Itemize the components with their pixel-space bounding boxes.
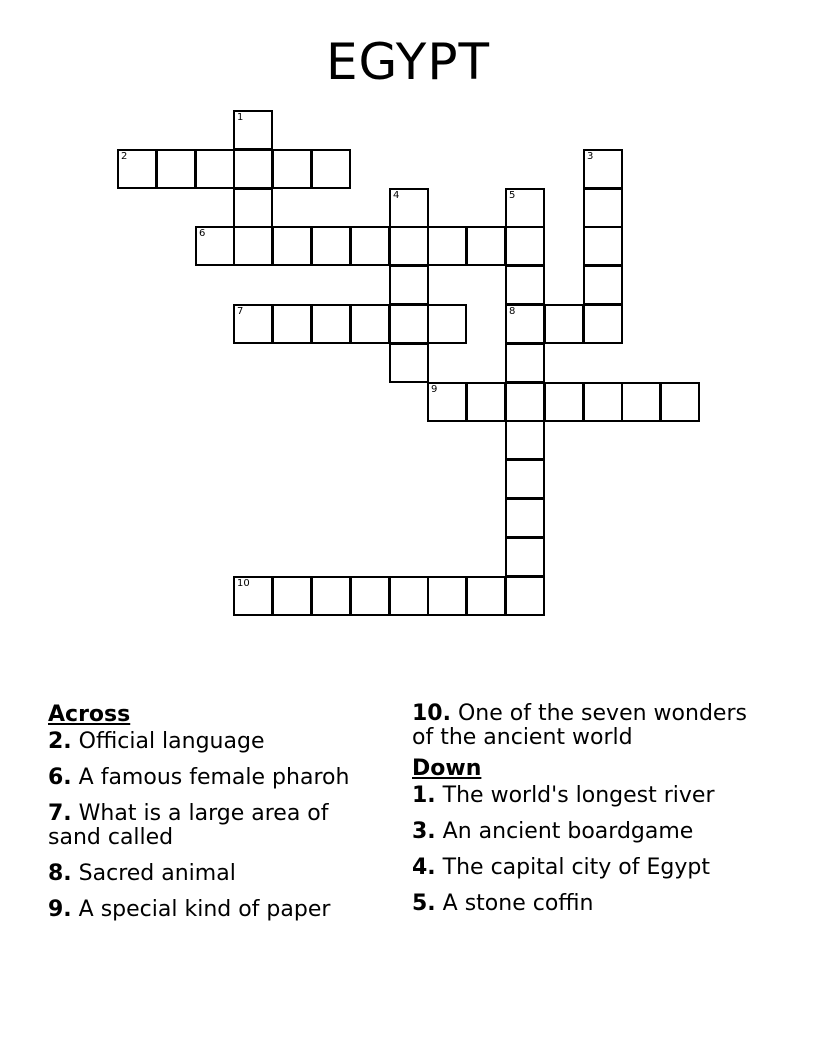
clue-number: 1: [237, 112, 244, 123]
clue-across-8: 8. Sacred animal: [48, 861, 236, 886]
grid-cell[interactable]: [621, 382, 661, 422]
grid-cell[interactable]: [583, 188, 623, 228]
grid-cell[interactable]: [505, 537, 545, 577]
grid-cell[interactable]: [466, 226, 506, 266]
grid-cell[interactable]: [156, 149, 196, 189]
grid-cell[interactable]: [233, 304, 273, 344]
grid-cell[interactable]: [233, 188, 273, 228]
grid-cell[interactable]: [389, 343, 429, 383]
across-heading: Across: [48, 702, 131, 727]
grid-cell[interactable]: [350, 304, 390, 344]
grid-cell[interactable]: [505, 265, 545, 305]
grid-cell[interactable]: [583, 304, 623, 344]
grid-cell[interactable]: [427, 226, 467, 266]
grid-cell[interactable]: [505, 226, 545, 266]
grid-cell[interactable]: [233, 110, 273, 150]
grid-cell[interactable]: [505, 459, 545, 499]
clue-number: 3: [587, 151, 594, 162]
clue-number: 6: [199, 228, 206, 239]
grid-cell[interactable]: [389, 304, 429, 344]
grid-cell[interactable]: [583, 382, 623, 422]
grid-cell[interactable]: [505, 420, 545, 460]
grid-cell[interactable]: [544, 304, 584, 344]
grid-cell[interactable]: [272, 576, 312, 616]
grid-cell[interactable]: [311, 304, 351, 344]
grid-cell[interactable]: [544, 382, 584, 422]
grid-cell[interactable]: [427, 304, 467, 344]
clue-down-5: 5. A stone coffin: [412, 891, 594, 916]
grid-cell[interactable]: [505, 382, 545, 422]
clue-number: 9: [431, 384, 438, 395]
clue-number: 7: [237, 306, 244, 317]
clues-right-column: [412, 702, 772, 928]
grid-cell[interactable]: [389, 265, 429, 305]
grid-cell[interactable]: [350, 576, 390, 616]
grid-cell[interactable]: [272, 226, 312, 266]
clue-across-7: 7. What is a large area of sand called: [48, 801, 329, 850]
grid-cell[interactable]: [505, 576, 545, 616]
grid-cell[interactable]: [233, 149, 273, 189]
clue-number: 4: [393, 190, 400, 201]
clue-number: 5: [509, 190, 516, 201]
grid-cell[interactable]: [505, 188, 545, 228]
grid-cell[interactable]: [583, 265, 623, 305]
clues-left-column: [48, 702, 388, 934]
clue-number: 10: [237, 578, 250, 589]
grid-cell[interactable]: [389, 226, 429, 266]
clue-number: 8: [509, 306, 516, 317]
grid-cell[interactable]: [311, 226, 351, 266]
grid-cell[interactable]: [233, 576, 273, 616]
grid-cell[interactable]: [583, 149, 623, 189]
grid-cell[interactable]: [311, 149, 351, 189]
grid-cell[interactable]: [311, 576, 351, 616]
grid-cell[interactable]: [195, 149, 235, 189]
grid-cell[interactable]: [427, 576, 467, 616]
down-heading: Down: [412, 756, 482, 781]
grid-cell[interactable]: [427, 382, 467, 422]
clue-across-9: 9. A special kind of paper: [48, 897, 331, 922]
grid-cell[interactable]: [350, 226, 390, 266]
clue-down-3: 3. An ancient boardgame: [412, 819, 694, 844]
clue-down-1: 1. The world's longest river: [412, 783, 715, 808]
grid-cell[interactable]: [233, 226, 273, 266]
clue-across-2: 2. Official language: [48, 729, 265, 754]
grid-cell[interactable]: [272, 304, 312, 344]
grid-cell[interactable]: [389, 576, 429, 616]
grid-cell[interactable]: [117, 149, 157, 189]
grid-cell[interactable]: [505, 343, 545, 383]
grid-cell[interactable]: [466, 382, 506, 422]
clue-across-10: 10. One of the seven wonders of the ancient world: [412, 701, 747, 750]
grid-cell[interactable]: [389, 188, 429, 228]
clue-down-4: 4. The capital city of Egypt: [412, 855, 710, 880]
grid-cell[interactable]: [583, 226, 623, 266]
grid-cell[interactable]: [505, 498, 545, 538]
clue-across-6: 6. A famous female pharoh: [48, 765, 350, 790]
grid-cell[interactable]: [195, 226, 235, 266]
grid-cell[interactable]: [466, 576, 506, 616]
grid-cell[interactable]: [272, 149, 312, 189]
puzzle-title: EGYPT: [325, 33, 491, 91]
grid-cell[interactable]: [660, 382, 700, 422]
clue-number: 2: [121, 151, 128, 162]
grid-cell[interactable]: [505, 304, 545, 344]
